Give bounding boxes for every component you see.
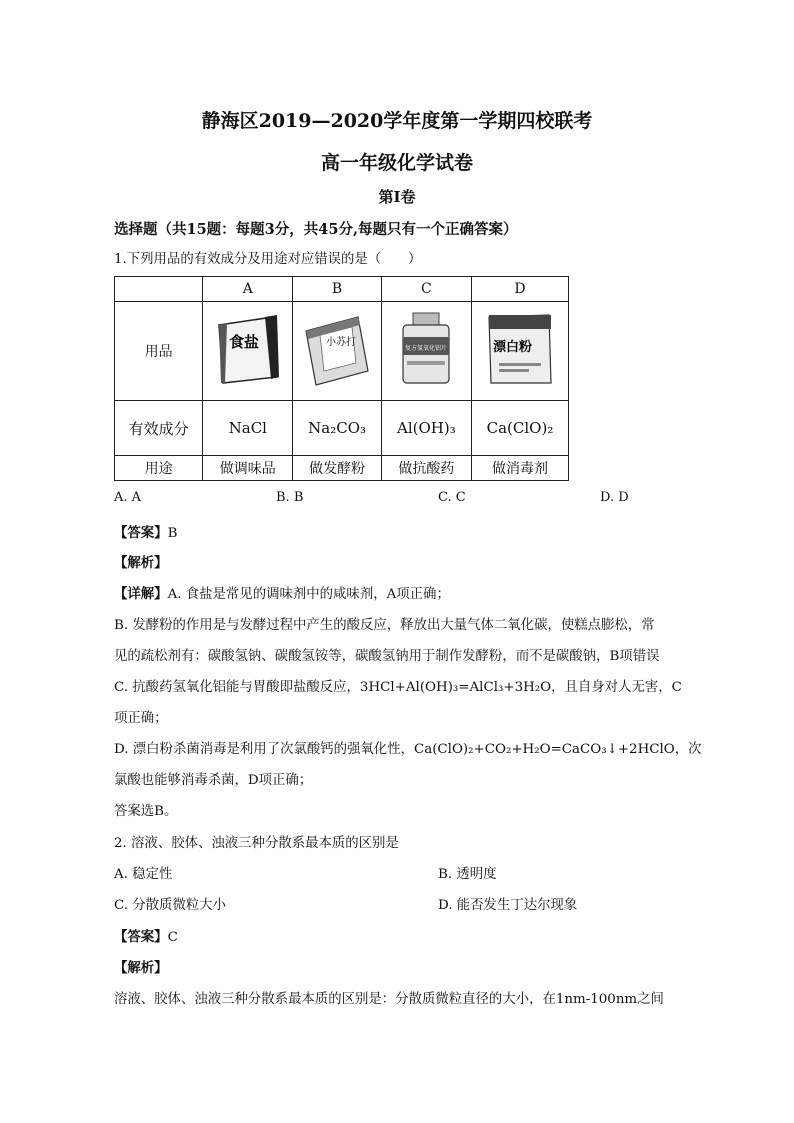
row-label-component: 有效成分 xyxy=(115,401,203,456)
row-label-use: 用途 xyxy=(115,456,203,481)
use-a: 做调味品 xyxy=(203,456,293,481)
baking-soda-label: 小苏打 xyxy=(326,337,357,348)
q1-detail-line: 见的疏松剂有：碳酸氢钠、碳酸氢铵等，碳酸氢钠用于制作发酵粉，而不是碳酸钠，B项错误 xyxy=(114,649,660,664)
component-d: Ca(ClO)₂ xyxy=(471,401,568,456)
q2-option-a: A. 稳定性 xyxy=(114,867,173,882)
volume-label: 第Ⅰ卷 xyxy=(378,188,416,206)
q1-option-a: A. A xyxy=(114,490,142,505)
col-header-b: B xyxy=(293,277,381,302)
answer-label: 【答案】 xyxy=(114,929,168,945)
product-image-b xyxy=(293,302,381,401)
exam-subtitle: 高一年级化学试卷 xyxy=(320,152,473,174)
q1-detail-line: 项正确； xyxy=(114,711,168,726)
product-image-d xyxy=(471,302,568,401)
antacid-label: 复方氢氧化铝片 xyxy=(405,345,448,352)
baking-soda-bag-image xyxy=(302,311,372,387)
q2-option-d: D. 能否发生丁达尔现象 xyxy=(438,898,578,913)
q1-stem: 1.下列用品的有效成分及用途对应错误的是（ ） xyxy=(114,252,422,267)
answer-value: B xyxy=(167,526,178,541)
q1-detail-line: B. 发酵粉的作用是与发酵过程中产生的酸反应，释放出大量气体二氧化碳，使糕点膨松，常 xyxy=(114,618,655,633)
q2-analysis-text: 溶液、胶体、浊液三种分散系最本质的区别是：分散质微粒直径的大小，在1nm-100nm之间 xyxy=(114,992,664,1007)
bleach-powder-bag-image xyxy=(485,311,555,387)
q1-option-c: C. C xyxy=(438,490,466,505)
q1-table xyxy=(114,276,569,481)
q2-stem: 2. 溶液、胶体、浊液三种分散系最本质的区别是 xyxy=(114,836,399,851)
q2-answer xyxy=(114,926,178,945)
q1-analysis-label: 【解析】 xyxy=(114,555,168,571)
q1-option-b: B. B xyxy=(276,490,304,505)
table-corner xyxy=(115,277,203,302)
component-a: NaCl xyxy=(203,401,293,456)
section-heading: 选择题（共15题：每题3分，共45分,每题只有一个正确答案） xyxy=(114,221,518,238)
detail-text: A. 食盐是常见的调味剂中的咸味剂，A项正确； xyxy=(167,587,450,602)
q1-detail-line: 答案选B。 xyxy=(114,804,178,819)
exam-title: 静海区2019—2020学年度第一学期四校联考 xyxy=(201,110,593,132)
use-c: 做抗酸药 xyxy=(381,456,471,481)
detail-label: 【详解】 xyxy=(114,586,168,602)
q1-detail-line: D. 漂白粉杀菌消毒是利用了次氯酸钙的强氧化性，Ca(ClO)₂+CO₂+H₂O=CaCO₃↓+2HClO，次 xyxy=(114,742,702,757)
product-image-c xyxy=(381,302,471,401)
col-header-a: A xyxy=(203,277,293,302)
q2-option-c: C. 分散质微粒大小 xyxy=(114,898,227,913)
q1-answer xyxy=(114,522,177,541)
col-header-d: D xyxy=(471,277,568,302)
row-label-item: 用品 xyxy=(115,302,203,401)
component-b: Na₂CO₃ xyxy=(293,401,381,456)
q1-detail-line: 氯酸也能够消毒杀菌，D项正确； xyxy=(114,773,313,788)
salt-label-1: 食盐 xyxy=(228,333,259,351)
q1-detail-line xyxy=(114,583,450,602)
product-image-a xyxy=(203,302,293,401)
salt-bag-image xyxy=(213,311,283,387)
answer-value: C xyxy=(167,930,178,945)
q2-analysis-label: 【解析】 xyxy=(114,960,168,976)
component-c: Al(OH)₃ xyxy=(381,401,471,456)
use-d: 做消毒剂 xyxy=(471,456,568,481)
q1-option-d: D. D xyxy=(600,490,629,505)
q2-option-b: B. 透明度 xyxy=(438,867,497,882)
q1-detail-line: C. 抗酸药氢氧化铝能与胃酸即盐酸反应，3HCl+Al(OH)₃=AlCl₃+3H₂O，且自身对人无害，C xyxy=(114,680,682,695)
bleach-label: 漂白粉 xyxy=(492,340,532,355)
antacid-bottle-image xyxy=(391,311,461,387)
answer-label: 【答案】 xyxy=(114,525,168,541)
use-b: 做发酵粉 xyxy=(293,456,381,481)
col-header-c: C xyxy=(381,277,471,302)
